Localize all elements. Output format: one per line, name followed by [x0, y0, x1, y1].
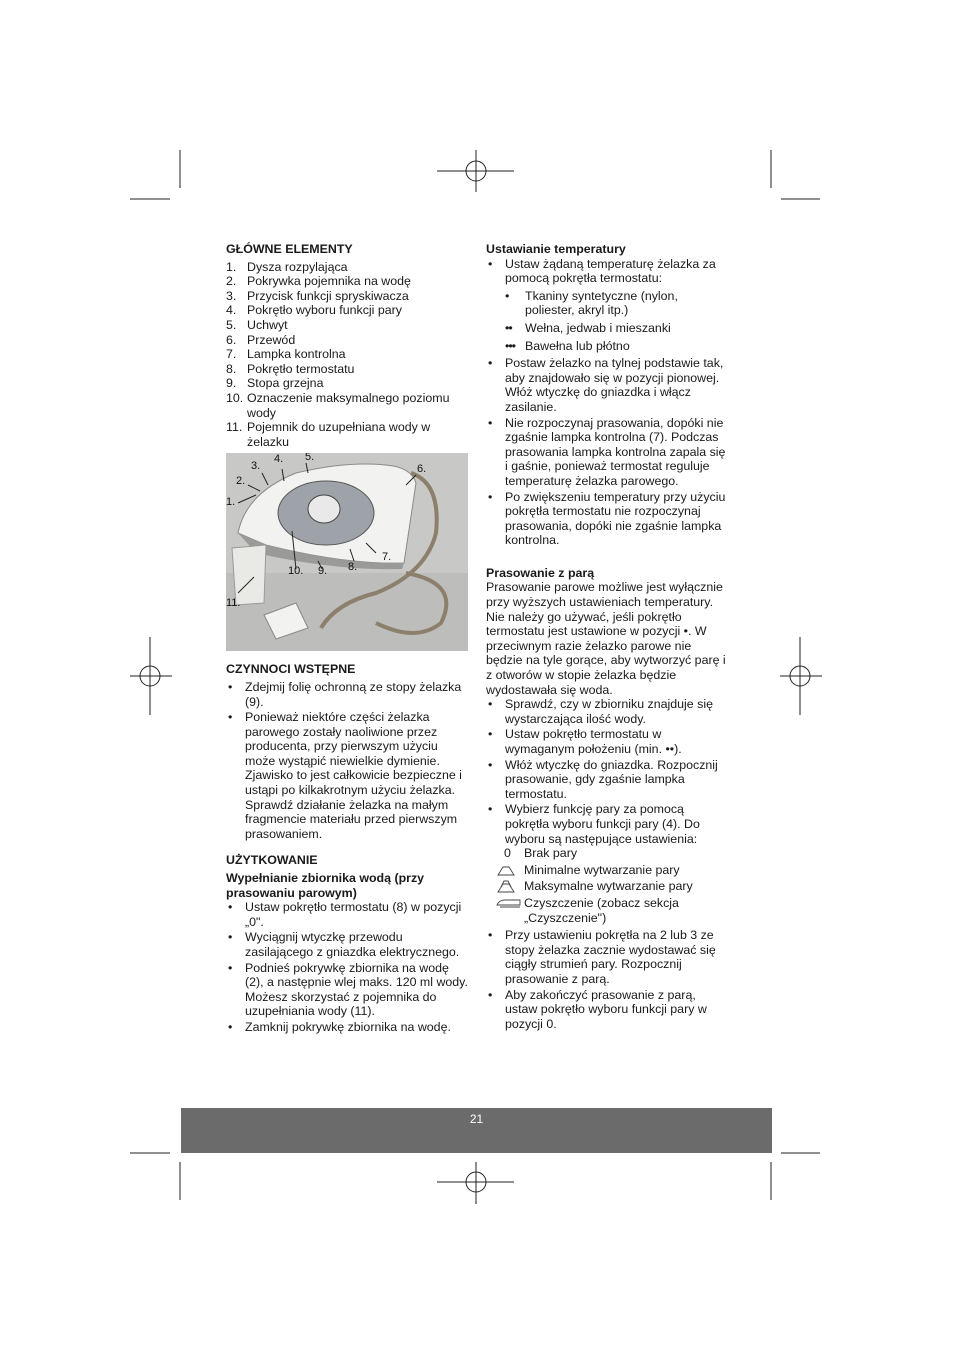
parts-list — [226, 260, 468, 450]
list-item: • Ponieważ niektóre części żelazka parowego zostały naoliwione przez producenta, przy pierwszym użyciu może wystąpić niewielkie dymienie. Zjawisko to jest całkowicie bezpieczne i ustąpi po kilkakrotnym użyciu żelazka. Sprawdź działanie żelazka na małym fragmencie materiału przed pierwszym prasowaniem. — [226, 710, 468, 841]
iron-photo — [226, 453, 468, 651]
list-item: • Zamknij pokrywkę zbiornika na wodę. — [226, 1020, 468, 1035]
setting-row: Minimalne wytwarzanie pary — [486, 863, 728, 878]
steam-list — [486, 697, 728, 1031]
list-item: • Włóż wtyczkę do gniazdka. Rozpocznij prasowanie, gdy zgaśnie lampka termostatu. — [486, 758, 728, 802]
list-item: • Podnieś pokrywkę zbiornika na wodę (2), a następnie wlej maks. 120 ml wody. Możesz skorzystać z pojemnika do uzupełniania wody (11). — [226, 961, 468, 1019]
list-item: • Postaw żelazko na tylnej podstawie tak, aby znajdowało się w pozycji pionowej. Włóż wtyczkę do gniazdka i włącz zasilanie. — [486, 356, 728, 414]
list-item: 3. Przycisk funkcji spryskiwacza — [226, 288, 409, 303]
list-item: • Aby zakończyć prasowanie z parą, ustaw pokrętło wyboru funkcji pary w pozycji 0. — [486, 988, 728, 1032]
callout-label: 11. — [226, 597, 241, 610]
list-item: • Tkaniny syntetyczne (nylon, poliester, akryl itp.) — [505, 288, 678, 318]
setting-row: Maksymalne wytwarzanie pary — [486, 879, 728, 894]
list-item: 6. Przewód — [226, 332, 296, 347]
iron-illustration — [226, 453, 468, 651]
list-item: • Ustaw pokrętło termostatu (8) w pozycji „0". — [226, 900, 468, 929]
steam-min-icon — [496, 863, 516, 881]
list-item: 10. Oznaczenie maksymalnego poziomu wody — [226, 390, 450, 420]
page-number: 21 — [469, 1112, 484, 1126]
list-item: •• Wełna, jedwab i mieszanki — [505, 320, 671, 335]
steam-max-icon — [496, 879, 516, 897]
list-item: 7. Lampka kontrolna — [226, 347, 346, 362]
list-item: 1. Dysza rozpylająca — [226, 259, 348, 274]
footer-bar — [181, 1108, 772, 1153]
left-column — [226, 242, 468, 1036]
list-item: • Ustaw żądaną temperaturę żelazka za pomocą pokrętła termostatu: • Tkaniny syntetyczne (nylon, poliester, akryl itp.) •• Wełna, jedwab i mieszanki ••• Bawełna lub płótno — [486, 257, 728, 354]
list-item: 8. Pokrętło termostatu — [226, 361, 355, 376]
setting-row: 0 Brak pary — [504, 846, 578, 861]
list-item: • Wyciągnij wtyczkę przewodu zasilającego z gniazdka elektrycznego. — [226, 930, 468, 959]
callout-label: 10. — [288, 565, 304, 578]
list-item: 5. Uchwyt — [226, 317, 288, 332]
callout-label: 9. — [318, 565, 328, 578]
subheading-steam: Prasowanie z parą — [486, 565, 595, 580]
list-item: • Sprawdź, czy w zbiorniku znajduje się wystarczająca ilość wody. — [486, 697, 728, 726]
list-item: • Po zwiększeniu temperatury przy użyciu pokrętła termostatu nie rozpoczynaj prasowania, dopóki nie zgaśnie lampka kontrolna. — [486, 490, 728, 548]
callout-label: 2. — [236, 475, 246, 488]
callout-label: 8. — [348, 561, 358, 574]
self-clean-icon — [496, 896, 522, 914]
prep-list — [226, 680, 468, 842]
list-item: 11. Pojemnik do uzupełniana wody w żelazku — [226, 420, 431, 449]
list-item: 2. Pokrywka pojemnika na wodę — [226, 274, 411, 289]
list-item: 4. Pokrętło wyboru funkcji pary — [226, 303, 402, 318]
callout-label: 7. — [382, 551, 392, 564]
section-heading-prep: CZYNNOCI WSTĘPNE — [226, 662, 356, 677]
list-item: • Ustaw pokrętło termostatu w wymaganym położeniu (min. ••). — [486, 727, 728, 756]
callout-label: 5. — [305, 453, 315, 464]
fabric-list — [505, 289, 728, 353]
steam-intro: Prasowanie parowe możliwe jest wyłącznie przy wyższych ustawieniach temperatury. Nie należy go używać, jeśli pokrętło termostatu jest ustawione w pozycji •. W przeciwnym razie żelazko parowe nie będzie na tyle gorące, aby wytworzyć parę i z otworów w stopie żelazka będzie wydostawała się woda. — [486, 580, 726, 697]
fill-list — [226, 900, 468, 1034]
callout-label: 3. — [251, 460, 261, 473]
list-item: • Nie rozpoczynaj prasowania, dopóki nie zgaśnie lampka kontrolna (7). Podczas prasowania lampka kontrolna zapala się i gaśnie, ponieważ termostat reguluje temperaturę żelazka parowego. — [486, 416, 728, 489]
temperature-list — [486, 257, 728, 548]
section-heading-use: UŻYTKOWANIE — [226, 853, 318, 868]
subheading-fill: Wypełnianie zbiornika wodą (przy prasowaniu parowym) — [226, 871, 425, 900]
callout-label: 6. — [417, 463, 427, 476]
list-item: • Przy ustawieniu pokrętła na 2 lub 3 ze stopy żelazka zacznie wydostawać się ciągły strumień pary. Rozpocznij prasowanie z parą. — [486, 928, 728, 986]
steam-settings — [505, 846, 728, 925]
right-column — [486, 242, 728, 1032]
callout-label: 1. — [226, 496, 236, 509]
subheading-temperature: Ustawianie temperatury — [486, 242, 626, 256]
list-item: ••• Bawełna lub płótno — [505, 338, 630, 353]
list-item: 9. Stopa grzejna — [226, 376, 324, 391]
setting-row: Czyszczenie (zobacz sekcja „Czyszczenie") — [486, 896, 728, 925]
list-item: • Wybierz funkcję pary za pomocą pokrętła wyboru funkcji pary (4). Do wyboru są następujące ustawienia: 0 Brak pary Minimalne wytwarzanie pary Maksymalne wytwarzanie pary Czyszczenie (zobacz sekcja „Czyszczenie") — [486, 802, 728, 925]
list-item: • Zdejmij folię ochronną ze stopy żelazka (9). — [226, 680, 468, 709]
section-heading-main-elements: GŁÓWNE ELEMENTY — [226, 242, 353, 256]
callout-label: 4. — [274, 453, 284, 466]
